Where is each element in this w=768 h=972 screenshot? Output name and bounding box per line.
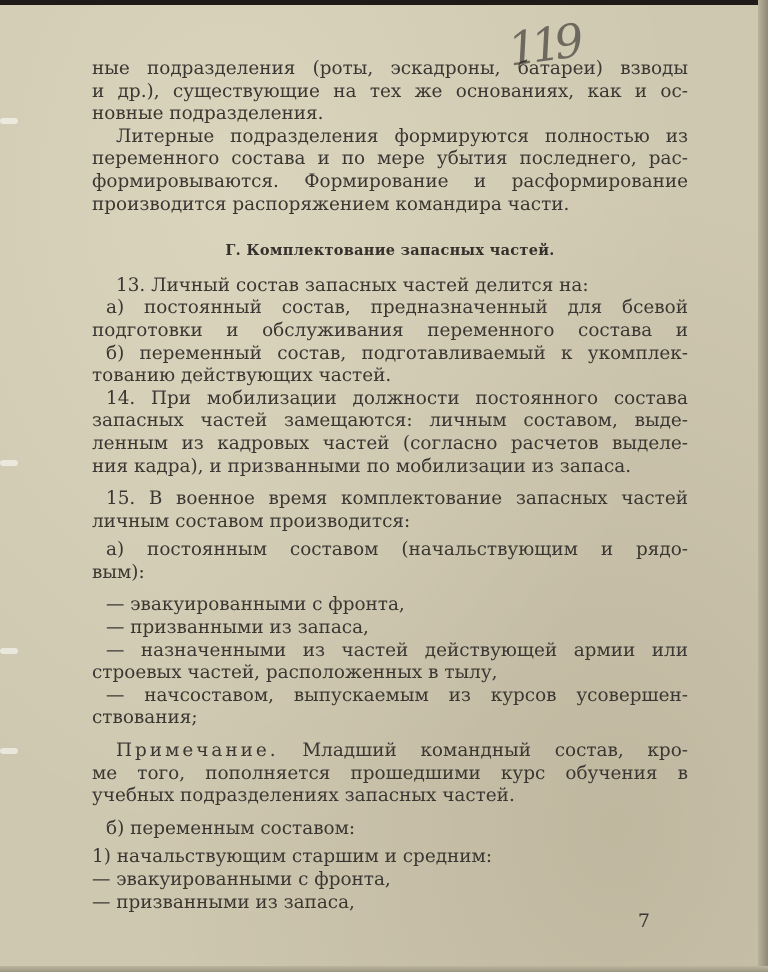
text-line: а) постоянный состав, предназначенный для бсевой xyxy=(106,297,688,319)
text-line: строевых частей, расположенных в тылу, xyxy=(92,662,498,684)
section-heading: Г. Комплектование запасных частей. xyxy=(225,242,555,260)
scan-bottom-edge xyxy=(0,966,768,972)
text-line: — призванными из запаса, xyxy=(92,891,355,913)
text-line: вым): xyxy=(92,561,145,583)
text-line: 14. При мобилизации должности постоянного состава xyxy=(106,387,688,409)
text-line: 13. Личный состав запасных частей делится на: xyxy=(116,274,589,296)
note-text: Младший командный состав, кро- xyxy=(302,740,688,762)
text-line: и др.), существующие на тех же основаниях, как и ос- xyxy=(92,80,688,102)
binding-hole-mark xyxy=(0,118,18,124)
scan-right-edge xyxy=(758,0,768,972)
note-label: Примечание. xyxy=(116,740,279,762)
note-line xyxy=(92,740,688,763)
text-line: Литерные подразделения формируются полностью из xyxy=(116,125,688,147)
handwritten-page-mark: 119 xyxy=(504,13,582,77)
text-line: а) постоянным составом (начальствующим и рядо- xyxy=(106,539,688,561)
text-line: учебных подразделениях запасных частей. xyxy=(92,785,515,807)
text-line: производится распоряжением командира части. xyxy=(92,193,570,215)
text-line: формировываются. Формирование и расформирование xyxy=(92,170,688,192)
text-line: запасных частей замещаются: личным составом, выде- xyxy=(92,410,688,432)
text-line: переменного состава и по мере убытия последнего, рас- xyxy=(92,148,688,170)
text-line: — назначенными из частей действующей армии или xyxy=(106,639,688,661)
binding-hole-mark xyxy=(0,748,18,754)
text-line: ствования; xyxy=(92,707,198,729)
text-line: подготовки и обслуживания переменного состава и xyxy=(92,319,688,341)
text-line: тованию действующих частей. xyxy=(92,365,392,387)
binding-hole-mark xyxy=(0,648,18,654)
text-line: ме того, пополняется прошедшими курс обучения в xyxy=(92,762,688,784)
text-line: б) переменным составом: xyxy=(106,817,356,839)
text-line: — начсоставом, выпускаемым из курсов усовершен- xyxy=(106,684,688,706)
document-body xyxy=(92,58,688,914)
text-line: — эвакуированными с фронта, xyxy=(106,594,405,616)
text-line: б) переменный состав, подготавливаемый к укомплек- xyxy=(106,342,688,364)
text-line: — призванными из запаса, xyxy=(106,617,369,639)
text-line: новные подразделения. xyxy=(92,103,324,125)
binding-hole-mark xyxy=(0,460,18,466)
text-line: ния кадра), и призванными по мобилизации из запаса. xyxy=(92,455,632,477)
text-line: 1) начальствующим старшим и средним: xyxy=(92,846,493,868)
text-line: ные подразделения (роты, эскадроны, батареи) взводы xyxy=(92,58,688,79)
text-line: — эвакуированными с фронта, xyxy=(92,869,391,890)
text-line: ленным из кадровых частей (согласно расчетов выделе- xyxy=(92,432,688,454)
text-line: личным составом производится: xyxy=(92,510,411,532)
scan-top-edge xyxy=(0,0,768,5)
page-number: 7 xyxy=(637,910,650,932)
text-line: 15. В военное время комплектование запасных частей xyxy=(106,488,688,510)
